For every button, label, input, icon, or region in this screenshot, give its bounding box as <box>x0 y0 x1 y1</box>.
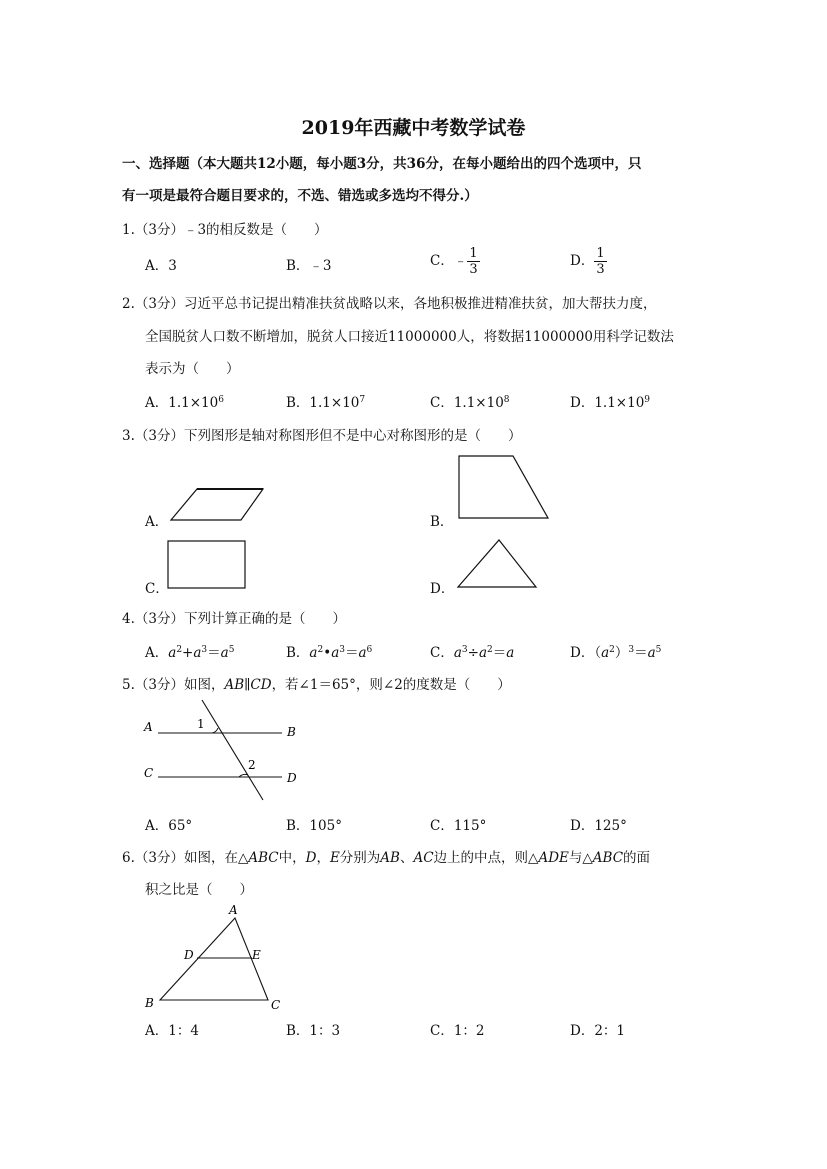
q5-option-a: A．65° <box>145 818 193 834</box>
q4-a-var3: a <box>220 645 229 661</box>
q4-b-exp3: 6 <box>366 645 373 655</box>
q4-a-var1: a <box>168 645 177 661</box>
page-title: 2019年西藏中考数学试卷 <box>301 117 526 139</box>
q1-option-c <box>430 246 480 277</box>
q3-rectangle-figure <box>165 538 250 591</box>
q3-option-a: A． <box>145 514 169 530</box>
q4-c-op: ÷ <box>467 645 479 661</box>
q2-stem-line2: 全国脱贫人口数不断增加，脱贫人口接近11000000人，将数据11000000用科学记数法 <box>145 329 674 345</box>
q3-triangle-figure <box>455 536 540 592</box>
q4-d-exp2: 3 <box>628 645 635 655</box>
q6-s15: 的面 <box>623 850 651 866</box>
q5-parallel-lines-figure <box>140 698 315 803</box>
q3-parallelogram-figure <box>165 484 270 524</box>
q5-option-b: B．105° <box>286 818 342 834</box>
q1-option-d-label: D． <box>570 253 595 269</box>
q6-s10: AC <box>413 850 434 866</box>
q4-option-c <box>430 641 514 661</box>
q4-c-var3: a <box>506 645 515 661</box>
q5-label-c: C <box>144 766 154 780</box>
q6-option-b: B．1：3 <box>286 1023 341 1039</box>
q2-option-c <box>430 391 510 411</box>
q2-a-exponent: 6 <box>218 395 224 405</box>
q4-b-eq: ＝ <box>344 645 359 661</box>
q2-c-exponent: 8 <box>503 395 510 405</box>
q2-option-b <box>286 391 365 411</box>
q4-c-label: C． <box>430 645 454 661</box>
q1-option-b: B．﹣3 <box>286 258 332 274</box>
q4-option-a <box>145 641 234 661</box>
q1-option-c-sign: ﹣ <box>453 253 468 269</box>
section-header-line1: 一、选择题（本大题共12小题，每小题3分，共36分，在每小题给出的四个选项中，只 <box>122 156 642 172</box>
q4-b-exp1: 2 <box>317 645 324 655</box>
q6-s1: 6.（3分）如图，在△ <box>122 850 249 866</box>
q6-s11: 边上的中点，则△ <box>433 850 539 866</box>
q6-label-d: D <box>184 948 194 962</box>
q6-option-d: D．2：1 <box>570 1023 626 1039</box>
q6-label-b: B <box>145 996 154 1010</box>
q4-a-exp1: 2 <box>176 645 183 655</box>
q4-b-label: B． <box>286 645 310 661</box>
q1-option-a: A．3 <box>145 258 177 274</box>
q4-c-exp2: 2 <box>487 645 493 655</box>
q5-option-c: C．115° <box>430 818 487 834</box>
q6-s13: 与△ <box>568 850 593 866</box>
q2-b-exponent: 7 <box>359 395 366 405</box>
q2-d-exponent: 9 <box>644 395 651 405</box>
q6-label-e: E <box>252 948 261 962</box>
q6-s3: 中， <box>278 850 306 866</box>
q2-stem-line1: 2.（3分）习近平总书记提出精准扶贫战略以来，各地积极推进精准扶贫，加大帮扶力度， <box>122 296 657 312</box>
q4-option-d <box>570 641 661 661</box>
q2-stem-line3: 表示为（ ） <box>145 361 240 377</box>
q6-stem-line2: 积之比是（ ） <box>145 882 253 898</box>
q5-stem-ab: AB <box>224 677 245 693</box>
q1-option-c-label: C． <box>430 253 454 269</box>
q2-c-base: C．1.1×10 <box>430 395 504 411</box>
q4-a-exp3: 5 <box>228 645 235 655</box>
q4-c-var2: a <box>478 645 488 661</box>
q1-c-numerator: 1 <box>469 246 478 261</box>
q2-b-base: B．1.1×10 <box>286 395 360 411</box>
q5-label-b: B <box>287 725 296 739</box>
q4-b-op: • <box>323 645 332 661</box>
q4-c-eq: ＝ <box>492 645 507 661</box>
q4-b-exp2: 3 <box>339 645 345 655</box>
q4-b-var1: a <box>309 645 318 661</box>
q3-option-c: C． <box>145 581 169 597</box>
q1-d-numerator: 1 <box>596 246 605 261</box>
q2-a-base: A．1.1×10 <box>145 395 219 411</box>
q4-b-var3: a <box>358 645 367 661</box>
q3-option-d: D． <box>430 581 455 597</box>
q4-d-close: ） <box>614 645 629 661</box>
q6-s4: D <box>305 850 317 866</box>
q6-stem-line1 <box>122 846 650 866</box>
q5-stem <box>122 673 511 693</box>
q5-angle-1: 1 <box>197 717 205 731</box>
q4-a-label: A． <box>145 645 169 661</box>
q4-c-exp1: 3 <box>461 645 468 655</box>
q6-s8: AB <box>380 850 400 866</box>
q4-d-eq: ＝ <box>634 645 648 661</box>
q3-option-b: B． <box>430 514 454 530</box>
q6-s2: ABC <box>248 850 279 866</box>
q2-option-d <box>570 391 650 411</box>
q3-trapezoid-figure <box>455 452 555 524</box>
q4-c-var1: a <box>453 645 462 661</box>
q2-option-a <box>145 391 224 411</box>
q5-label-a: A <box>144 720 153 734</box>
q6-triangle-figure <box>140 900 290 1015</box>
q4-d-var1: a <box>601 645 610 661</box>
q6-label-a: A <box>229 903 238 917</box>
q1-stem: 1.（3分）﹣3的相反数是（ ） <box>122 222 328 238</box>
q4-d-exp3: 5 <box>655 645 662 655</box>
q4-d-label: D．（ <box>570 645 602 661</box>
q6-s14: ABC <box>592 850 624 866</box>
q5-stem-parallel: ∥ <box>244 677 251 693</box>
q5-stem-pre: 5.（3分）如图， <box>122 677 225 693</box>
q4-stem: 4.（3分）下列计算正确的是（ ） <box>122 611 346 627</box>
q5-option-d: D．125° <box>570 818 627 834</box>
section-header-line2: 有一项是最符合题目要求的，不选、错选或多选均不得分.） <box>122 188 478 204</box>
q2-d-base: D．1.1×10 <box>570 395 645 411</box>
q4-a-eq: ＝ <box>207 645 221 661</box>
q1-option-d-fraction <box>594 246 606 277</box>
q6-s9: 、 <box>399 850 414 866</box>
q3-stem: 3.（3分）下列图形是轴对称图形但不是中心对称图形的是（ ） <box>122 428 522 444</box>
q6-s6: E <box>329 850 340 866</box>
q6-s7: 分别为 <box>339 850 381 866</box>
q1-d-denominator: 3 <box>596 262 605 277</box>
q1-option-d <box>570 246 607 277</box>
q6-s12: ADE <box>538 850 569 866</box>
q5-stem-post: ，若∠1＝65°，则∠2的度数是（ ） <box>271 677 511 693</box>
q4-d-exp1: 2 <box>609 645 615 655</box>
q5-label-d: D <box>287 771 297 785</box>
q4-d-var2: a <box>647 645 656 661</box>
q5-stem-cd: CD <box>250 677 272 693</box>
q1-c-denominator: 3 <box>469 262 478 277</box>
q4-a-var2: a <box>193 645 202 661</box>
q6-s5: ， <box>316 850 330 866</box>
q6-option-a: A．1：4 <box>145 1023 199 1039</box>
q6-option-c: C．1：2 <box>430 1023 485 1039</box>
q4-a-op: + <box>182 645 194 661</box>
q5-angle-2: 2 <box>248 758 256 772</box>
q6-label-c: C <box>271 998 281 1012</box>
q1-option-c-fraction <box>467 246 479 277</box>
q4-a-exp2: 3 <box>201 645 208 655</box>
q4-option-b <box>286 641 372 661</box>
q4-b-var2: a <box>331 645 340 661</box>
